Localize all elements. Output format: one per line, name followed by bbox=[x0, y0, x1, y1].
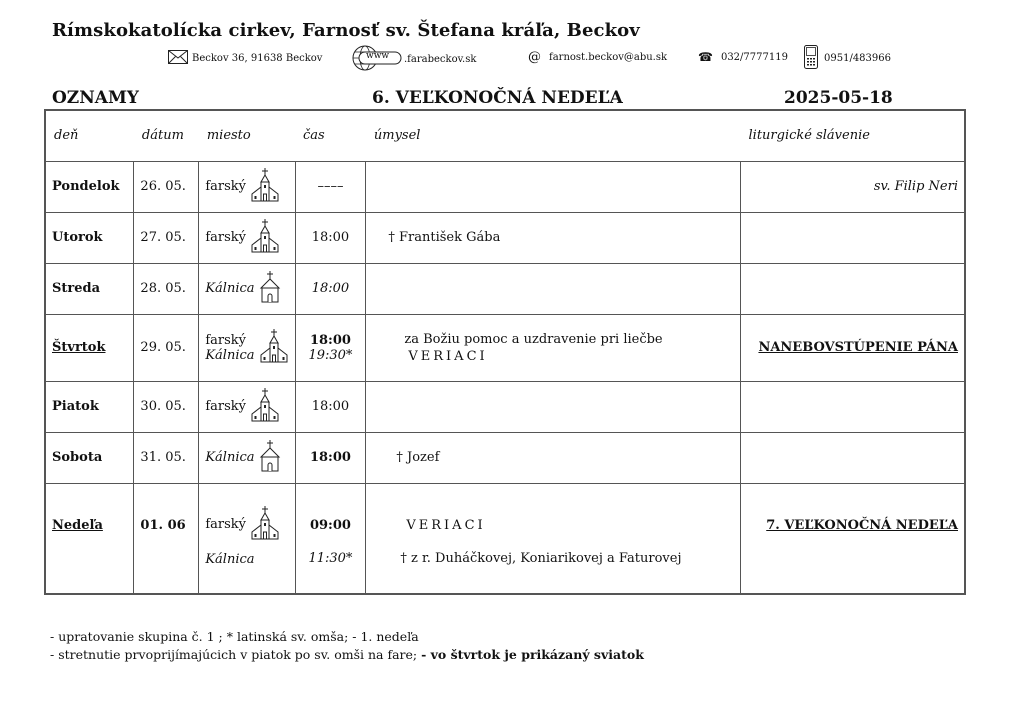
envelope-icon bbox=[168, 50, 188, 67]
place-cell bbox=[199, 432, 295, 483]
phone-text: 032/7777119 bbox=[720, 51, 788, 63]
date-cell: 26. 05. bbox=[134, 161, 199, 212]
web-badge: www bbox=[366, 51, 390, 61]
liturgy-cell bbox=[741, 263, 965, 314]
place-text: farský bbox=[205, 517, 246, 532]
intention-cell: † Jozef bbox=[366, 432, 741, 483]
intention-cell bbox=[366, 314, 741, 381]
place-cell bbox=[199, 161, 295, 212]
contact-bar bbox=[0, 46, 1024, 74]
place-cell bbox=[199, 263, 295, 314]
place-cell bbox=[199, 314, 295, 381]
place-cell bbox=[199, 212, 295, 263]
place-cell bbox=[199, 483, 295, 594]
church-icon bbox=[250, 388, 280, 426]
issue-date: 2025-05-18 bbox=[784, 88, 893, 108]
day-cell: Pondelok bbox=[45, 161, 134, 212]
address-text: Beckov 36, 91638 Beckov bbox=[192, 53, 323, 64]
col-header-date: dátum bbox=[134, 110, 199, 161]
time-cell: 18:00 bbox=[295, 381, 366, 432]
place-text-2: Kálnica bbox=[205, 551, 255, 567]
table-row bbox=[45, 263, 965, 314]
intention-text: VERIACI bbox=[406, 517, 486, 533]
church-icon bbox=[259, 329, 289, 367]
chapel-icon bbox=[259, 440, 281, 476]
website-text: .farabeckov.sk bbox=[404, 54, 477, 65]
footer-line-2 bbox=[50, 646, 644, 664]
date-cell: 30. 05. bbox=[134, 381, 199, 432]
address-item bbox=[168, 50, 322, 67]
day-cell: Streda bbox=[45, 263, 134, 314]
place-text-2: Kálnica bbox=[205, 347, 255, 363]
date-cell: 01. 06 bbox=[134, 483, 199, 594]
table-row bbox=[45, 161, 965, 212]
time-text: 18:00 bbox=[309, 332, 351, 348]
chapel-icon bbox=[259, 271, 281, 307]
email-item[interactable] bbox=[528, 50, 667, 65]
place-text: farský bbox=[205, 230, 246, 245]
time-cell: 18:00 bbox=[295, 432, 366, 483]
intention-cell: † František Gába bbox=[366, 212, 741, 263]
footer-line-2-text: - stretnutie prvoprijímajúcich v piatok po sv. omši na fare; bbox=[50, 647, 422, 662]
col-header-intention: úmysel bbox=[366, 110, 741, 161]
mobile-icon bbox=[804, 45, 818, 72]
at-icon: @ bbox=[528, 50, 541, 65]
sunday-heading: 6. VEĽKONOČNÁ NEDEĽA bbox=[372, 88, 623, 108]
website-item[interactable] bbox=[352, 45, 476, 74]
church-icon bbox=[250, 219, 280, 257]
table-row bbox=[45, 432, 965, 483]
time-cell bbox=[295, 483, 366, 594]
time-cell: –––– bbox=[295, 161, 366, 212]
email-text: farnost.beckov@abu.sk bbox=[549, 52, 668, 63]
phone-icon: ☎ bbox=[698, 50, 713, 64]
time-cell: 18:00 bbox=[295, 263, 366, 314]
intention-text-2: † z r. Duháčkovej, Koniarikovej a Faturovej bbox=[400, 550, 682, 566]
time-text-2: 19:30* bbox=[308, 347, 353, 363]
liturgy-cell: 7. VEĽKONOČNÁ NEDEĽA bbox=[741, 483, 965, 594]
time-text: 09:00 bbox=[309, 517, 351, 533]
time-cell: 18:00 bbox=[295, 212, 366, 263]
announcements-heading: OZNAMY bbox=[52, 88, 139, 108]
place-text: farský bbox=[205, 179, 246, 194]
time-text-2: 11:30* bbox=[308, 550, 353, 566]
liturgy-cell: sv. Filip Neri bbox=[741, 161, 965, 212]
intention-cell bbox=[366, 263, 741, 314]
liturgy-cell: NANEBOVSTÚPENIE PÁNA bbox=[741, 314, 965, 381]
table-row bbox=[45, 381, 965, 432]
intention-text-2: VERIACI bbox=[408, 348, 488, 364]
place-text: Kálnica bbox=[205, 450, 255, 465]
date-cell: 28. 05. bbox=[134, 263, 199, 314]
parish-title: Rímskokatolícka cirkev, Farnosť sv. Štefana kráľa, Beckov bbox=[52, 20, 640, 41]
col-header-place: miesto bbox=[199, 110, 295, 161]
footer-line-1: - upratovanie skupina č. 1 ; * latinská sv. omša; - 1. nedeľa bbox=[50, 629, 419, 644]
church-icon bbox=[250, 168, 280, 206]
date-cell: 27. 05. bbox=[134, 212, 199, 263]
intention-cell bbox=[366, 161, 741, 212]
date-cell: 31. 05. bbox=[134, 432, 199, 483]
place-text: Kálnica bbox=[205, 281, 255, 296]
schedule-table bbox=[44, 109, 966, 595]
day-cell: Sobota bbox=[45, 432, 134, 483]
phone-item bbox=[698, 50, 788, 64]
day-cell: Štvrtok bbox=[45, 314, 134, 381]
intention-cell bbox=[366, 381, 741, 432]
day-cell: Utorok bbox=[45, 212, 134, 263]
day-cell: Nedeľa bbox=[45, 483, 134, 594]
day-cell: Piatok bbox=[45, 381, 134, 432]
liturgy-cell bbox=[741, 432, 965, 483]
footer-notes bbox=[50, 628, 644, 664]
globe-icon bbox=[352, 45, 404, 74]
col-header-day: deň bbox=[45, 110, 134, 161]
table-row bbox=[45, 212, 965, 263]
mobile-text: 0951/483966 bbox=[824, 53, 891, 64]
footer-line-2-bold: - vo štvrtok je prikázaný sviatok bbox=[421, 647, 644, 662]
table-row bbox=[45, 314, 965, 381]
place-text: farský bbox=[205, 332, 246, 348]
church-icon bbox=[250, 506, 280, 544]
place-text: farský bbox=[205, 399, 246, 414]
date-cell: 29. 05. bbox=[134, 314, 199, 381]
liturgy-cell bbox=[741, 381, 965, 432]
col-header-liturgy: liturgické slávenie bbox=[741, 110, 965, 161]
table-header-row bbox=[45, 110, 965, 161]
time-cell bbox=[295, 314, 366, 381]
liturgy-cell bbox=[741, 212, 965, 263]
place-cell bbox=[199, 381, 295, 432]
table-row bbox=[45, 483, 965, 594]
mobile-item bbox=[804, 45, 891, 72]
intention-cell bbox=[366, 483, 741, 594]
intention-text: za Božiu pomoc a uzdravenie pri liečbe bbox=[404, 331, 663, 347]
col-header-time: čas bbox=[295, 110, 366, 161]
